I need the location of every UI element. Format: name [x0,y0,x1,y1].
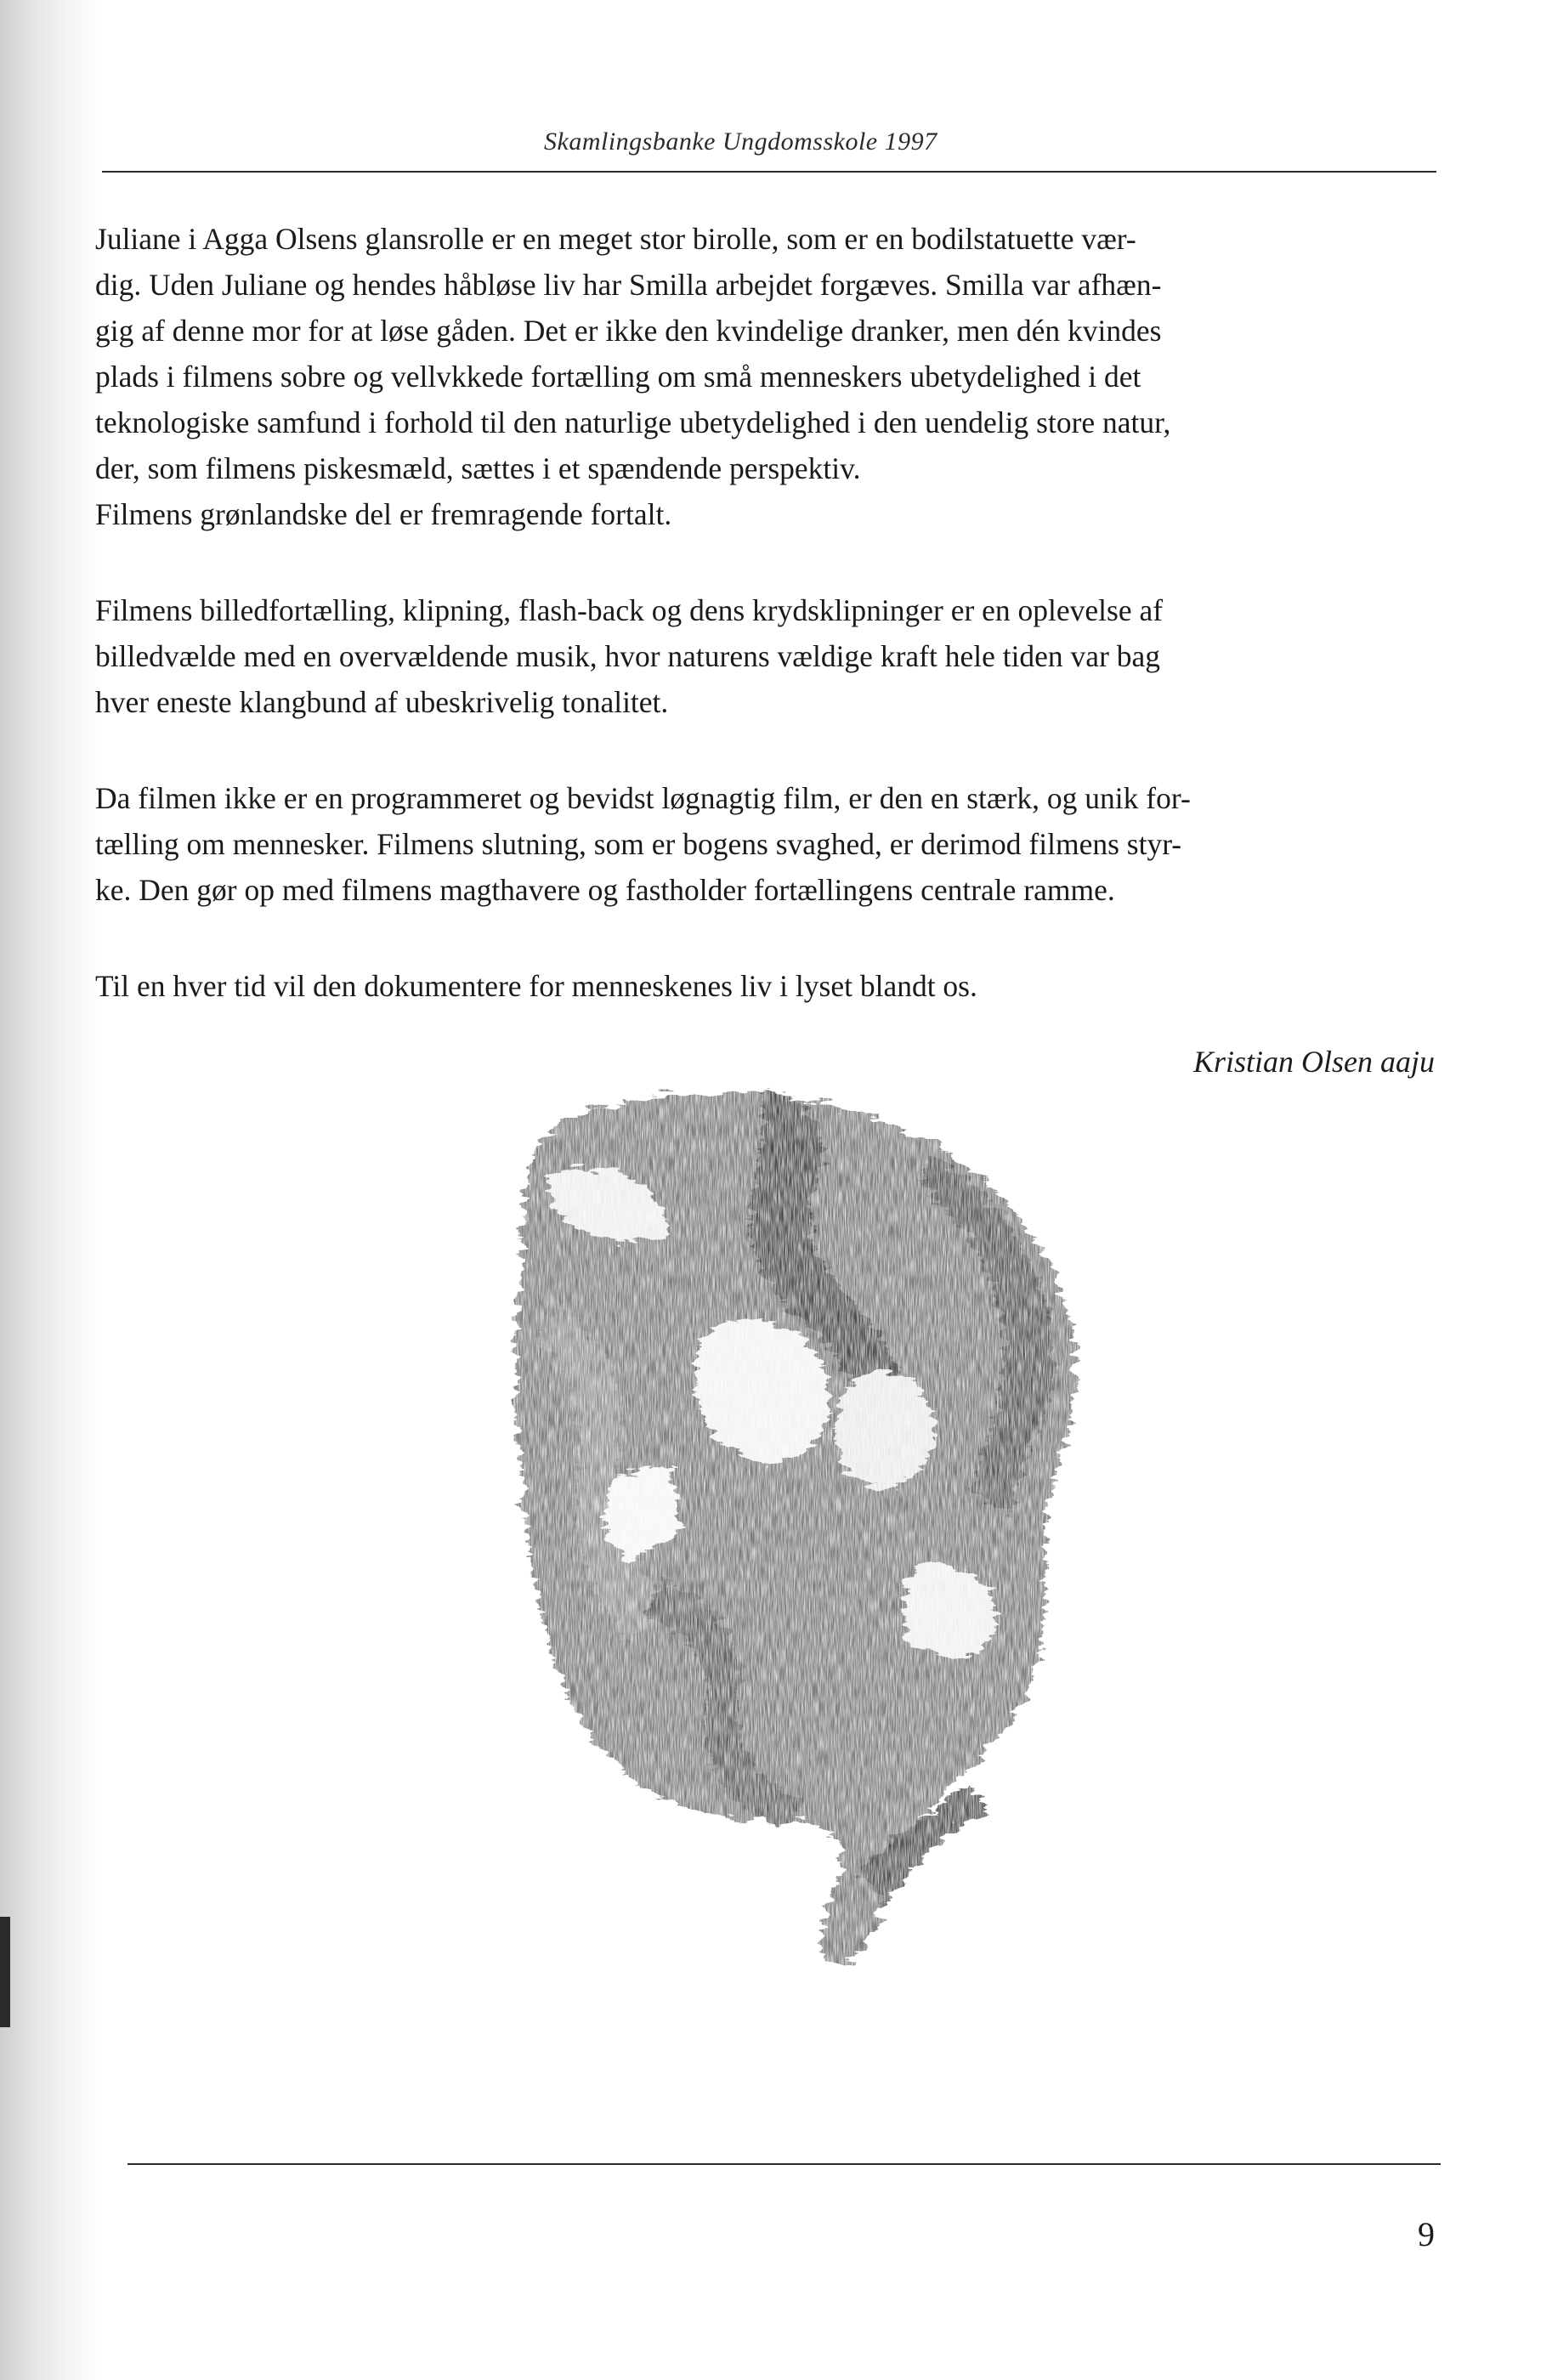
text-line: teknologiske samfund i forhold til den naturlige ubetydelighed i den uendelig store natur, [95,405,1171,439]
text-line: Da filmen ikke er en programmeret og bevidst løgnagtig film, er den en stærk, og unik for- [95,781,1191,815]
paragraph-1 [95,216,1438,537]
paragraph-3 [95,775,1438,913]
article-body [95,216,1438,1059]
text-line: Filmens grønlandske del er fremragende fortalt. [95,497,672,531]
scan-edge-mark [0,1917,10,2027]
running-header: Skamlingsbanke Ungdomsskole 1997 [544,128,937,156]
paragraph-2 [95,587,1438,725]
text-line: Juliane i Agga Olsens glansrolle er en meget stor birolle, som er en bodilstatuette vær- [95,222,1136,256]
paragraph-4 [95,963,1438,1009]
page-gutter-shadow [0,0,102,2380]
footer-rule [127,2163,1441,2165]
text-line: dig. Uden Juliane og hendes håbløse liv har Smilla arbejdet forgæves. Smilla var afhæn- [95,268,1162,302]
text-line: der, som filmens piskesmæld, sættes i et spændende perspektiv. [95,451,861,485]
abstract-brush-illustration [459,1054,1122,1980]
text-line: plads i filmens sobre og vellvkkede fortælling om små menneskers ubetydelighed i det [95,360,1141,394]
text-line: billedvælde med en overvældende musik, hvor naturens vældige kraft hele tiden var bag [95,639,1161,673]
text-line: gig af denne mor for at løse gåden. Det er ikke den kvindelige dranker, men dén kvindes [95,314,1162,348]
text-line: hver eneste klangbund af ubeskrivelig tonalitet. [95,685,669,719]
page-number: 9 [1418,2215,1435,2253]
author-signature: Kristian Olsen aaju [1192,1045,1435,1079]
text-line: ke. Den gør op med filmens magthavere og fastholder fortællingens centrale ramme. [95,873,1115,907]
text-line: Filmens billedfortælling, klipning, flash-back og dens krydsklipninger er en oplevelse af [95,593,1164,627]
header-rule [102,171,1436,173]
text-line: Til en hver tid vil den dokumentere for menneskenes liv i lyset blandt os. [95,969,977,1003]
text-line: tælling om mennesker. Filmens slutning, som er bogens svaghed, er derimod filmens styr- [95,827,1182,861]
